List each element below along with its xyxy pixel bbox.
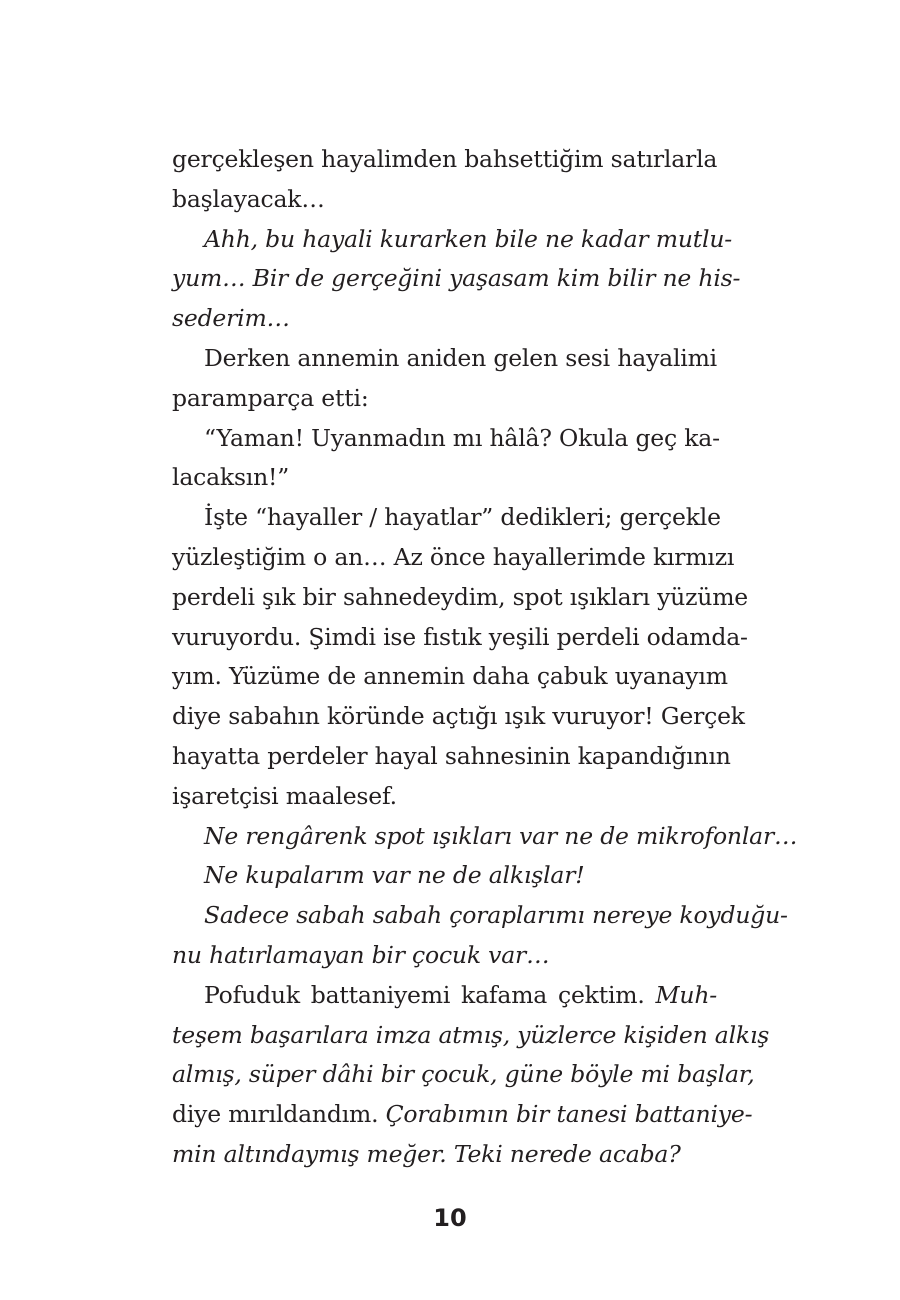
text-run: yum… Bir de gerçeğini yaşasam kim bilir ne his- [172, 264, 741, 293]
text-run: diye mırıldandım. [172, 1100, 386, 1129]
text-line [172, 777, 717, 817]
text-run: işaretçisi maalesef. [172, 781, 397, 810]
text-run: diye sabahın köründe açtığı ışık vuruyor! Gerçek [172, 702, 745, 731]
text-run: yım. Yüzüme de annemin daha çabuk uyanayım [172, 662, 728, 691]
text-line [172, 936, 717, 976]
paragraph [172, 896, 788, 976]
text-line [172, 657, 728, 697]
text-line [172, 379, 717, 419]
text-run: sederim… [172, 304, 290, 333]
text-run: “Yaman! Uyanmadın mı hâlâ? Okula geç ka- [204, 423, 720, 452]
text-run: almış, süper dâhi bir çocuk, güne böyle mi başlar, [172, 1060, 755, 1089]
text-run: Muh- [655, 980, 717, 1009]
text-line [172, 856, 717, 896]
text-run: Çorabımın bir tanesi battaniye- [385, 1100, 753, 1129]
text-line [172, 697, 745, 737]
text-run: yüzleştiğim o an… Az önce hayallerimde kırmızı [172, 542, 735, 571]
text-run: lacaksın!” [172, 463, 290, 492]
text-line [172, 896, 788, 936]
paragraph [172, 140, 717, 220]
text-run: Ne rengârenk spot ışıkları var ne de mikrofonlar… [204, 821, 798, 850]
text-run: perdeli şık bir sahnedeydim, spot ışıkları yüzüme [172, 582, 749, 611]
text-line [172, 538, 735, 578]
paragraph [172, 976, 770, 1175]
text-line [172, 180, 717, 220]
text-run: Ahh, bu hayali kurarken bile ne kadar mutlu- [204, 224, 732, 253]
page-body-text [172, 140, 798, 1175]
text-line [172, 1095, 753, 1135]
text-run: Ne kupalarım var ne de alkışlar! [204, 861, 585, 890]
text-line [172, 737, 731, 777]
text-line [172, 339, 717, 379]
text-run: teşem başarılara imza atmış, yüzlerce kişiden alkış [172, 1020, 770, 1049]
text-line [172, 976, 717, 1016]
text-line [172, 458, 717, 498]
text-line [172, 1135, 717, 1175]
text-line [172, 498, 721, 538]
text-run: Sadece sabah sabah çoraplarımı nereye koyduğu- [204, 901, 788, 930]
text-run: hayatta perdeler hayal sahnesinin kapandığının [172, 741, 731, 770]
text-run: başlayacak… [172, 184, 325, 213]
paragraph [172, 498, 749, 816]
paragraph [172, 220, 741, 339]
page-number: 10 [433, 1204, 467, 1232]
text-run: gerçekleşen hayalimden bahsettiğim satırlarla [172, 145, 718, 173]
text-line [172, 220, 732, 260]
text-run: min altındaymış meğer. Teki nerede acaba? [172, 1139, 681, 1168]
text-run: Pofuduk battaniyemi kafama çektim. [204, 980, 656, 1009]
text-line [172, 1055, 755, 1095]
text-run: İşte “hayaller / hayatlar” dedikleri; gerçekle [204, 503, 721, 532]
text-run: paramparça etti: [172, 383, 369, 412]
text-line [172, 419, 720, 459]
paragraph [172, 419, 720, 499]
text-line [172, 299, 717, 339]
text-line [172, 259, 741, 299]
paragraph [172, 339, 717, 419]
text-run: vuruyordu. Şimdi ise fıstık yeşili perdeli odamda- [172, 622, 748, 651]
text-line [172, 578, 749, 618]
paragraph [172, 856, 717, 896]
text-line [172, 140, 717, 180]
text-line [172, 817, 798, 857]
paragraph [172, 817, 798, 857]
text-run: Derken annemin aniden gelen sesi hayalimi [204, 343, 717, 372]
text-line [172, 1016, 770, 1056]
text-run: nu hatırlamayan bir çocuk var… [172, 940, 550, 969]
text-line [172, 618, 748, 658]
